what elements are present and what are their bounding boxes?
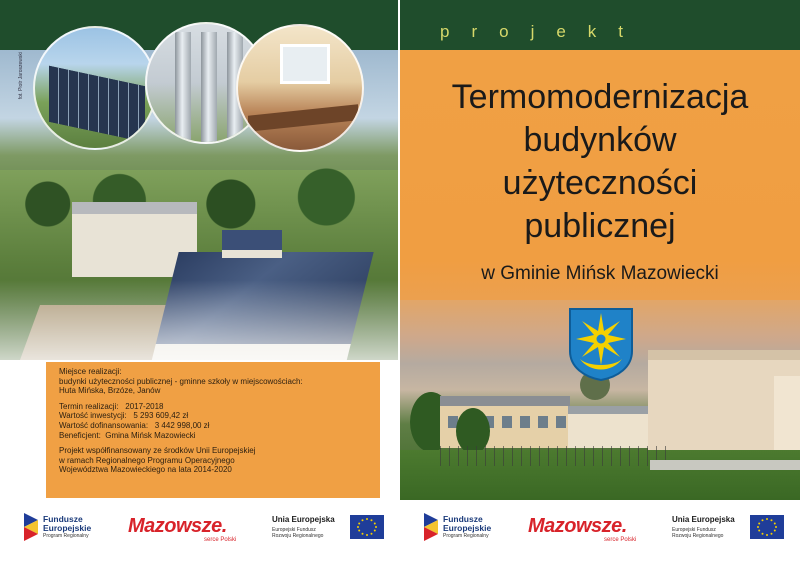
solar-panels-photo [33,26,157,150]
eu-flag-icon [750,515,784,539]
info-heading: Miejsce realizacji: [59,367,122,376]
fundusze-europejskie-logo: Fundusze Europejskie Program Regionalny [424,513,514,547]
fe-flag-icon [24,513,38,541]
project-title [400,76,800,248]
fe-flag-icon [424,513,438,541]
info-beneficiary: Beneficjent: Gmina Mińsk Mazowiecki [59,430,196,440]
title-line-4: publicznej [524,207,676,245]
gym-building [648,350,800,462]
info-funding: Wartość dofinansowania: 3 442 998,00 zł [59,420,210,430]
eu-logo: Unia Europejska Europejski Fundusz Rozwoju Regionalnego [672,513,784,547]
left-page [0,0,398,571]
coat-of-arms-icon [568,307,634,381]
left-logo-strip [24,505,384,553]
eu-flag-icon [350,515,384,539]
classroom-photo [236,24,364,152]
mazowsze-logo: Mazowsze. serce Polski [528,515,637,543]
project-info-box [46,362,380,498]
info-cofinanced-line3: Województwa Mazowieckiego na lata 2014-2020 [59,465,232,475]
fundusze-europejskie-logo: Fundusze Europejskie Program Regionalny [24,513,114,547]
right-logo-strip [424,505,784,553]
info-cofinanced-line2: w ramach Regionalnego Programu Operacyjnego [59,455,235,465]
info-cofinanced-line1: Projekt współfinansowany ze środków Unii Europejskiej [59,446,256,456]
info-term: Termin realizacji: 2017-2018 [59,401,164,411]
photo-credit: fot. Piotr Jaroszewski [18,52,24,100]
title-line-2: budynków [523,121,677,159]
project-subtitle: w Gminie Mińsk Mazowiecki [481,263,719,284]
info-place-line1: budynki użyteczności publicznej - gminne szkoły w miejscowościach: [59,376,303,386]
title-line-3: użyteczności [502,164,698,202]
mazowsze-logo: Mazowsze. serce Polski [128,515,237,543]
info-place-line2: Huta Mińska, Brzóze, Janów [59,386,161,396]
info-investment: Wartość inwestycji: 5 293 609,42 zł [59,411,189,421]
eu-logo: Unia Europejska Europejski Fundusz Rozwoju Regionalnego [272,513,384,547]
projekt-label: projekt [440,22,646,41]
title-line-1: Termomodernizacja [451,78,749,116]
